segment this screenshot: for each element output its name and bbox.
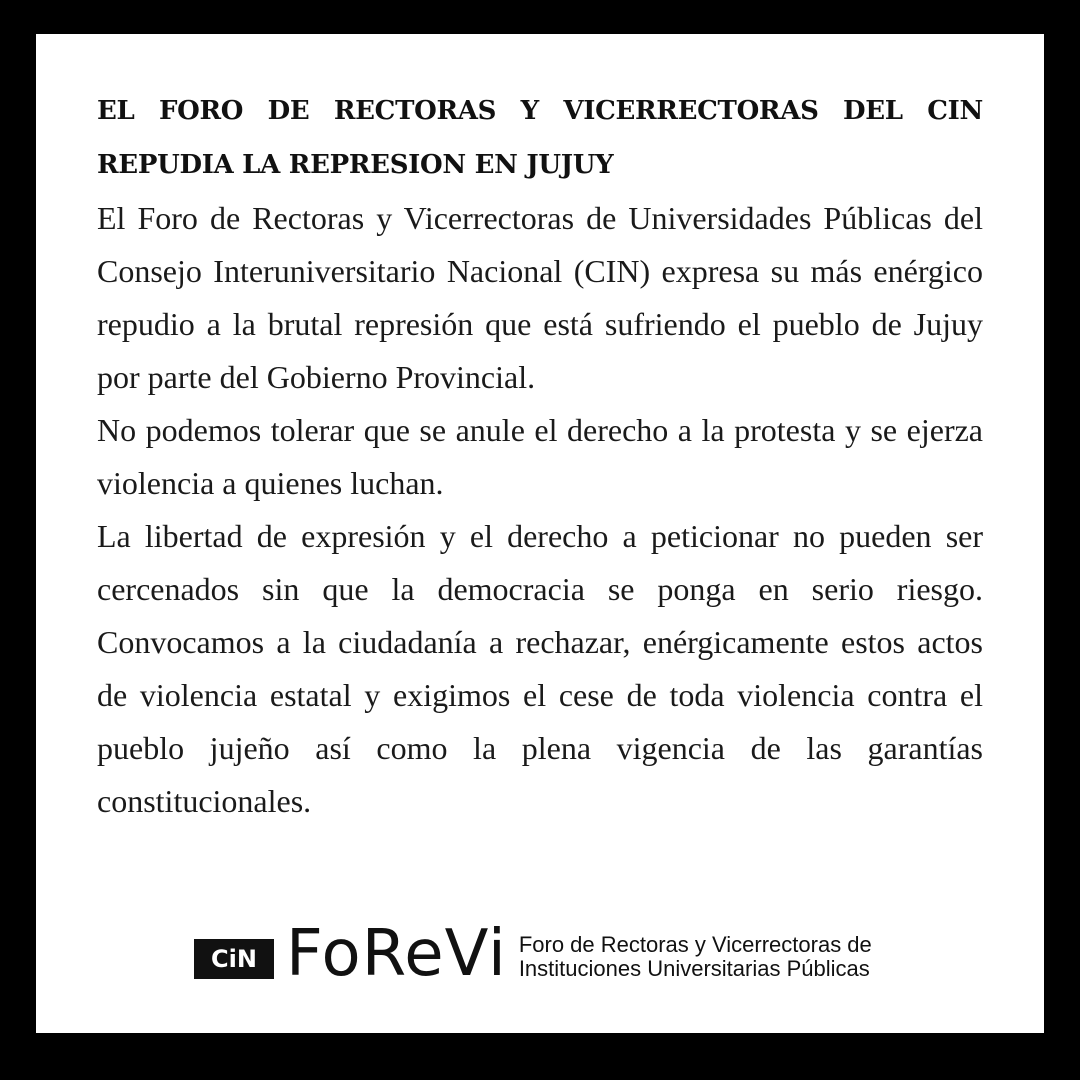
forevi-subtitle-line-2: Instituciones Universitarias Públicas — [518, 956, 870, 981]
forevi-wordmark: FoReVi — [286, 917, 507, 991]
statement-paragraph-2: No podemos tolerar que se anule el derecho a la protesta y se ejerza violencia a quienes luchan. — [97, 412, 983, 501]
statement-paragraph-1: El Foro de Rectoras y Vicerrectoras de Universidades Públicas del Consejo Interuniversitario Nacional (CIN) expresa su más enérgico repudio a la brutal represión que está sufriendo el pueblo de Jujuy por parte del Gobierno Provincial. — [97, 200, 983, 395]
forevi-subtitle-line-1: Foro de Rectoras y Vicerrectoras de — [518, 932, 872, 957]
forevi-subtitle — [519, 933, 872, 981]
forevi-logo — [194, 917, 872, 991]
statement-card — [36, 34, 1044, 1033]
cin-badge: CiN — [194, 939, 274, 979]
statement-paragraph-3: La libertad de expresión y el derecho a peticionar no pueden ser cercenados sin que la democracia se ponga en serio riesgo. Convocamos a la ciudadanía a rechazar, enérgicamente estos actos de violencia estatal y exigimos el cese de toda violencia contra el pueblo jujeño así como la plena vigencia de las garantías constitucionales. — [97, 518, 983, 819]
statement-title: EL FORO DE RECTORAS Y VICERRECTORAS DEL CIN REPUDIA LA REPRESION EN JUJUY — [97, 96, 983, 180]
statement-content — [97, 84, 983, 828]
